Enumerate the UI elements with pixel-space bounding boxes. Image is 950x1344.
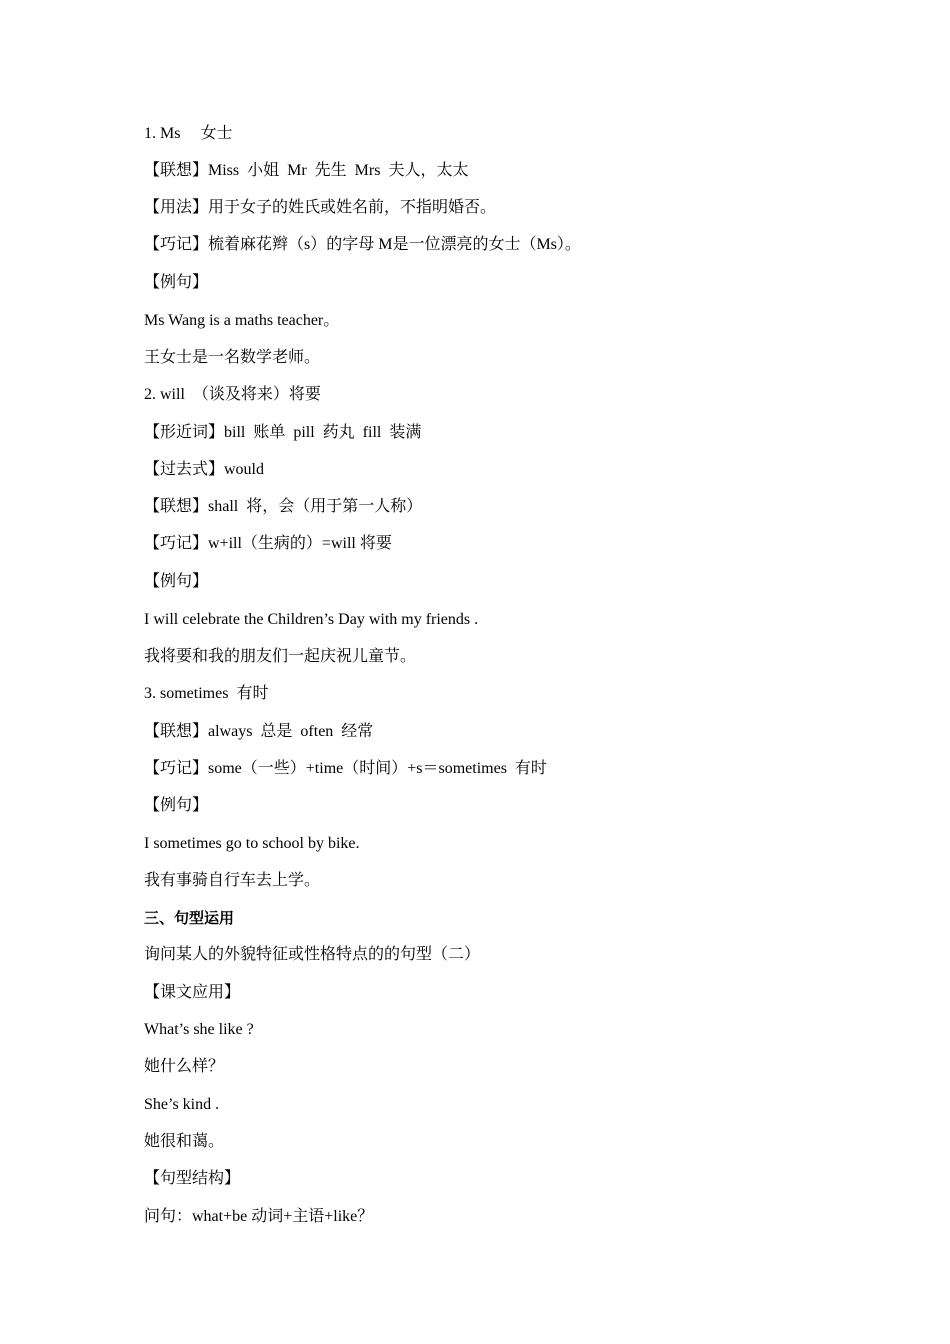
dialogue-answer-zh: 她很和蔼。 <box>144 1133 225 1150</box>
vocab-1-mnemonic: 【巧记】梳着麻花辫（s）的字母 M是一位漂亮的女士（Ms）。 <box>144 236 581 253</box>
vocab-2-example-en: I will celebrate the Children’s Day with my friends . <box>144 611 479 628</box>
section-subtitle: 询问某人的外貌特征或性格特点的的句型（二） <box>144 946 481 963</box>
dialogue-answer-en: She’s kind . <box>144 1096 220 1113</box>
vocab-1-example-zh: 王女士是一名数学老师。 <box>144 349 321 366</box>
vocab-2-past-tense: 【过去式】would <box>144 461 265 478</box>
vocab-1-heading: 1. Ms 女士 <box>144 125 233 142</box>
vocab-3-example-zh: 我有事骑自行车去上学。 <box>144 872 321 889</box>
vocab-2-similar-words: 【形近词】bill 账单 pill 药丸 fill 装满 <box>144 424 422 441</box>
vocab-3-mnemonic: 【巧记】some（一些）+time（时间）+s＝sometimes 有时 <box>144 760 547 777</box>
vocab-2-association: 【联想】shall 将，会（用于第一人称） <box>144 498 423 515</box>
dialogue-question-en: What’s she like ? <box>144 1021 254 1038</box>
vocab-3-example-label: 【例句】 <box>144 797 209 814</box>
sentence-structure-label: 【句型结构】 <box>144 1170 241 1187</box>
vocab-1-example-en: Ms Wang is a maths teacher。 <box>144 312 340 329</box>
vocab-3-heading: 3. sometimes 有时 <box>144 685 269 702</box>
vocab-2-mnemonic: 【巧记】w+ill（生病的）=will 将要 <box>144 535 392 552</box>
vocab-3-association: 【联想】always 总是 often 经常 <box>144 723 374 740</box>
dialogue-question-zh: 她什么样？ <box>144 1058 225 1075</box>
vocab-2-heading: 2. will （谈及将来）将要 <box>144 386 321 403</box>
vocab-1-example-label: 【例句】 <box>144 274 209 291</box>
sentence-structure-question: 问句：what+be 动词+主语+like？ <box>144 1208 374 1225</box>
section-heading: 三、句型运用 <box>144 909 235 927</box>
vocab-3-example-en: I sometimes go to school by bike. <box>144 835 360 852</box>
vocab-1-usage: 【用法】用于女子的姓氏或姓名前，不指明婚否。 <box>144 199 497 216</box>
vocab-1-association: 【联想】Miss 小姐 Mr 先生 Mrs 夫人，太太 <box>144 162 469 179</box>
text-application-label: 【课文应用】 <box>144 984 241 1001</box>
vocab-2-example-zh: 我将要和我的朋友们一起庆祝儿童节。 <box>144 648 417 665</box>
vocab-2-example-label: 【例句】 <box>144 573 209 590</box>
